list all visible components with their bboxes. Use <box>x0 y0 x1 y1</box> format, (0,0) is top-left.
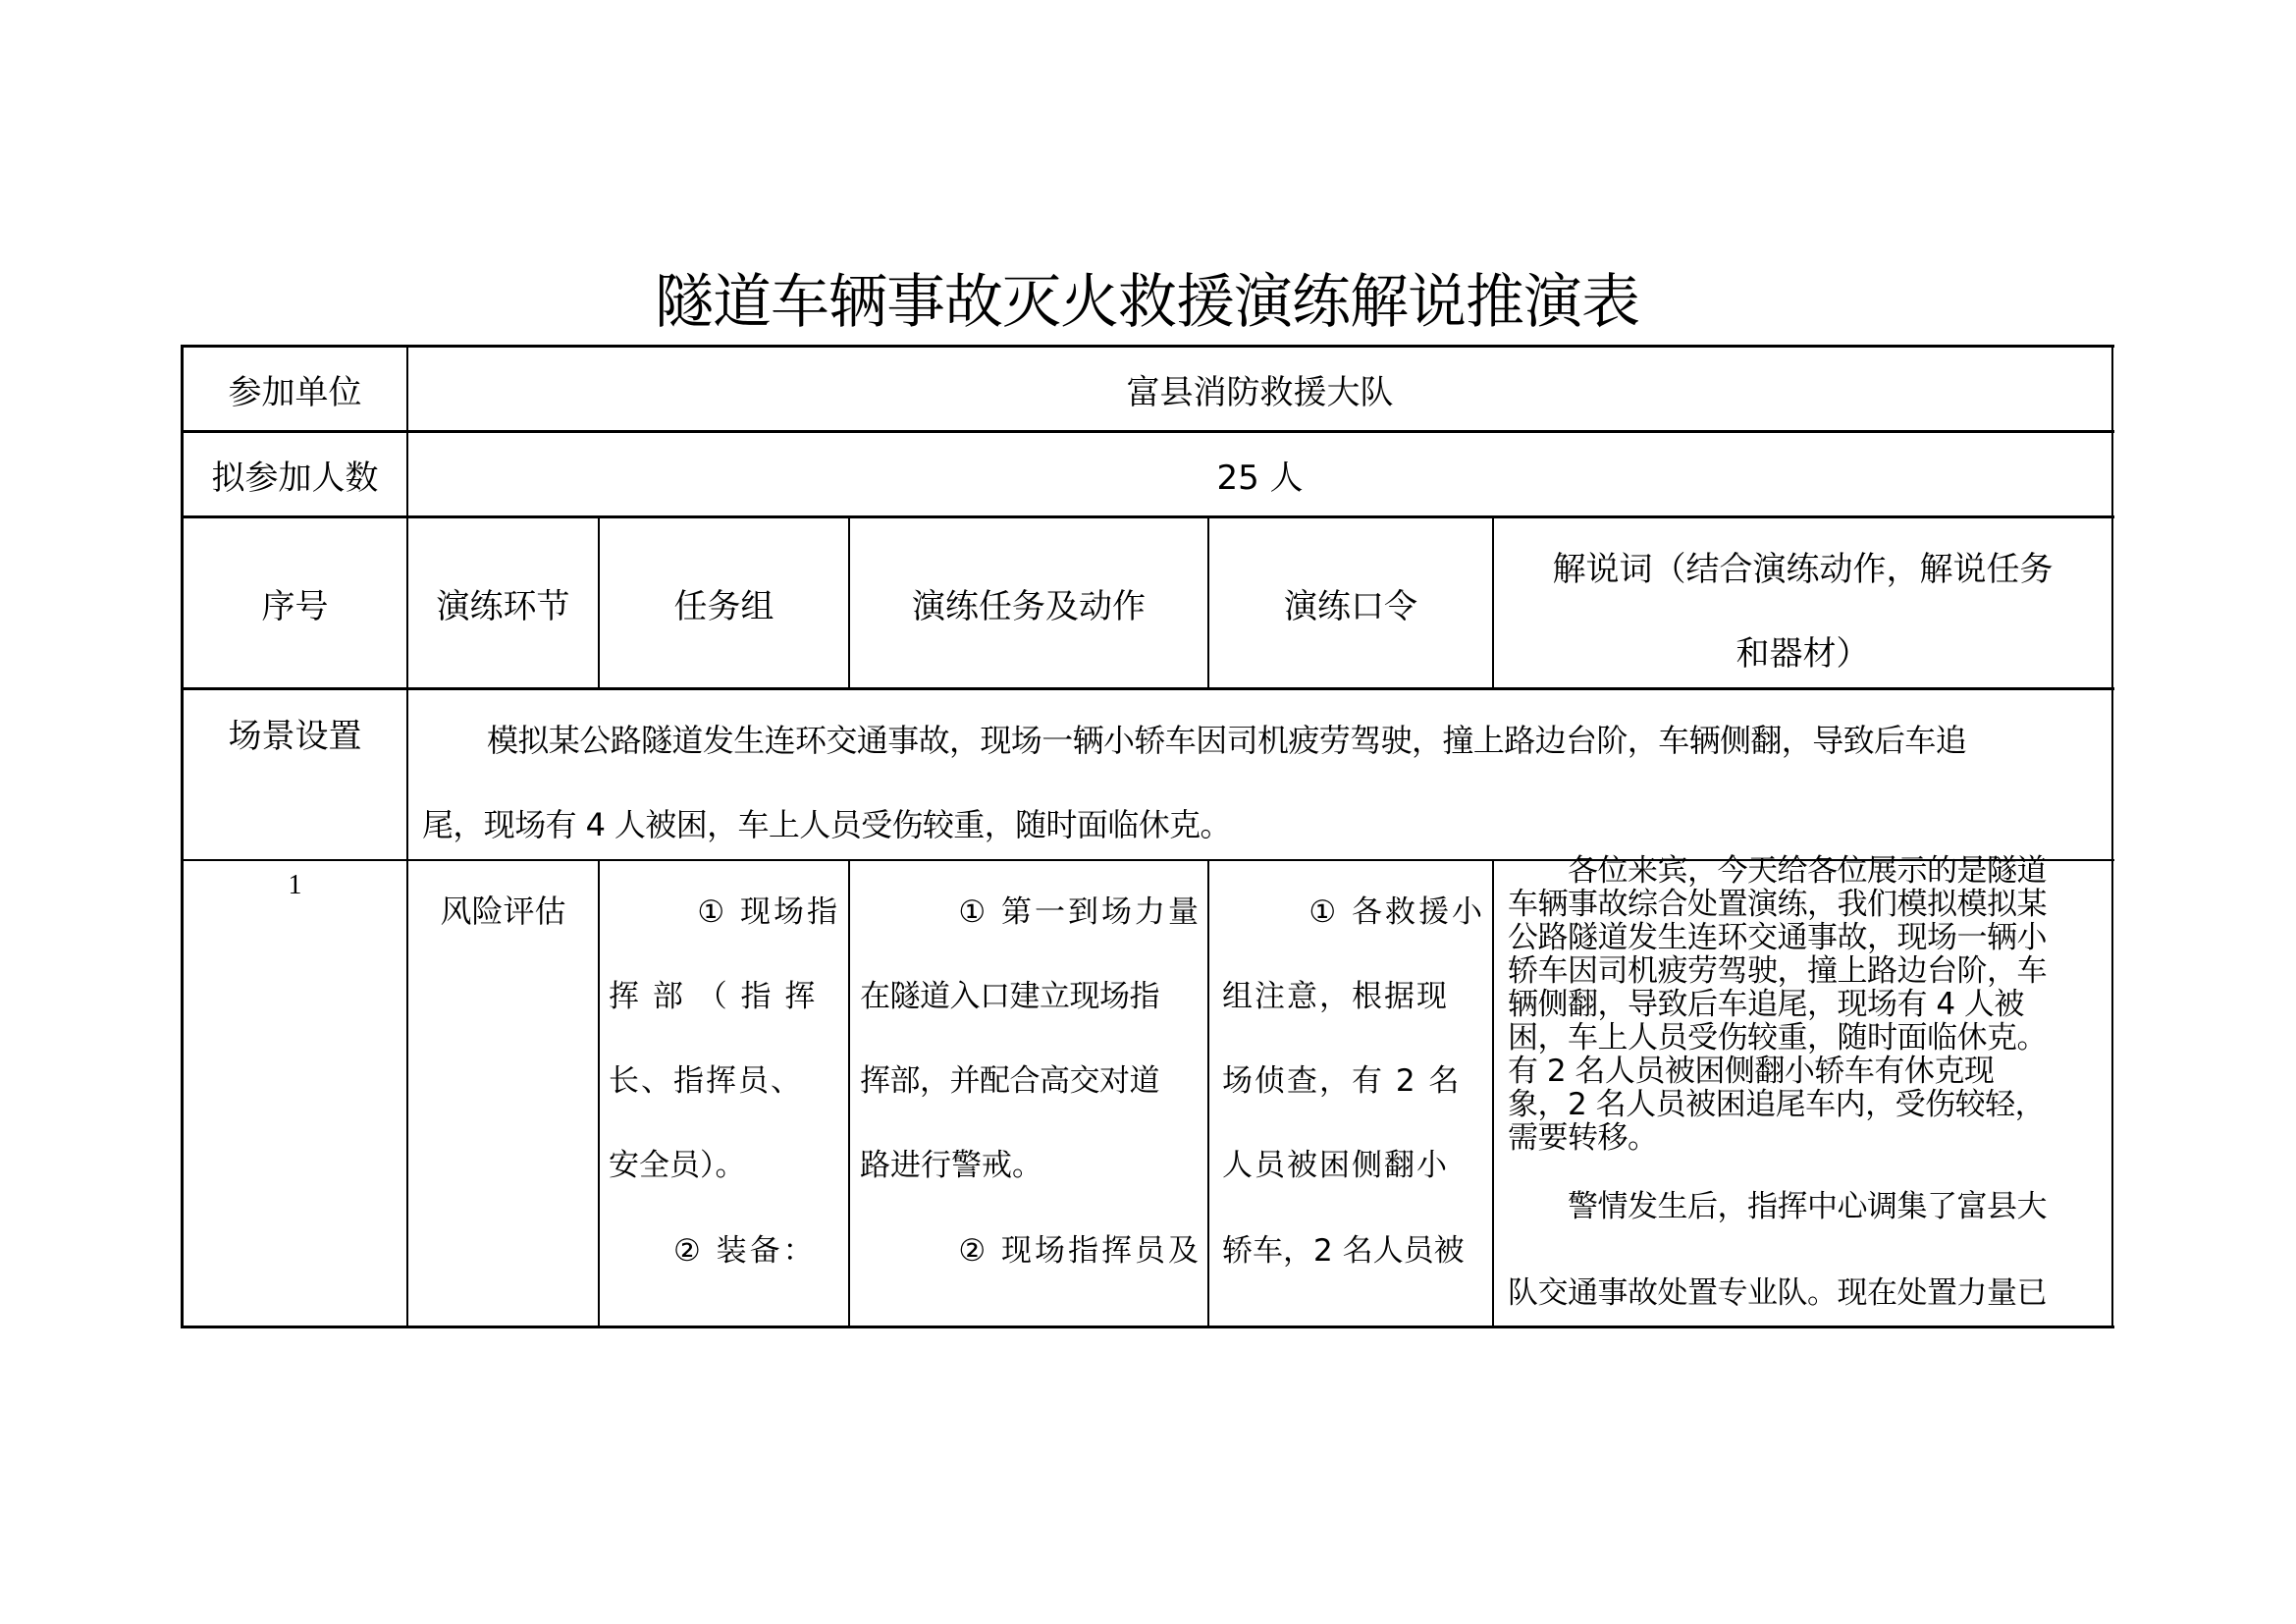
command-line: 场侦查，有 2 名 <box>1222 1063 1462 1099</box>
unit-label: 参加单位 <box>228 372 362 412</box>
unit-value: 富县消防救援大队 <box>1126 372 1394 412</box>
document-title: 隧道车辆事故灭火救援演练解说推演表 <box>655 268 1639 337</box>
narration-line: 需要转移。 <box>1508 1120 1658 1156</box>
scene-line-2: 尾，现场有 4 人被困，车上人员受伤较重，随时面临休克。 <box>422 806 1231 843</box>
narration-line: 各位来宾，今天给各位展示的是隧道 <box>1508 853 2047 889</box>
task-group-line: 挥 部 （ 指 挥 <box>609 979 818 1014</box>
row-1-index: 1 <box>288 870 302 900</box>
narration-line: 轿车因司机疲劳驾驶，撞上路边台阶，车 <box>1508 953 2047 989</box>
command-line: 人员被困侧翻小 <box>1222 1148 1449 1183</box>
header-index: 序号 <box>261 586 329 626</box>
command-line: 组注意，根据现 <box>1222 979 1449 1014</box>
task-group-line: 长、指挥员、 <box>609 1063 803 1099</box>
col-divider <box>848 859 850 1328</box>
participants-label: 拟参加人数 <box>211 458 379 498</box>
row-1-narration-para2 <box>1508 1181 2109 1319</box>
narration-line: 队交通事故处置专业队。现在处置力量已 <box>1508 1275 2047 1311</box>
task-action-line: 路进行警戒。 <box>860 1148 1042 1183</box>
scene-line-1: 模拟某公路隧道发生连环交通事故，现场一辆小轿车因司机疲劳驾驶，撞上路边台阶，车辆侧翻，导致后车追 <box>487 722 1967 759</box>
header-command: 演练口令 <box>1284 586 1417 626</box>
task-group-line: ① 现场指 <box>697 894 840 930</box>
narration-line: 车辆事故综合处置演练，我们模拟模拟某 <box>1508 887 2047 922</box>
table-border-right <box>2111 345 2113 1328</box>
row-1-command <box>1222 887 1485 1319</box>
narration-line: 辆侧翻，导致后车追尾，现场有 4 人被 <box>1508 987 2024 1022</box>
scene-label: 场景设置 <box>228 716 362 756</box>
narration-line: 有 2 名人员被困侧翻小轿车有休克现 <box>1508 1054 1995 1089</box>
narration-line: 象，2 名人员被困追尾车内，受伤较轻， <box>1508 1087 2046 1122</box>
task-action-line: ② 现场指挥员及 <box>958 1233 1201 1269</box>
narration-line: 警情发生后，指挥中心调集了富县大 <box>1508 1189 2047 1224</box>
command-line: ① 各救援小 <box>1308 894 1485 930</box>
row-1-task-group <box>609 887 840 1319</box>
header-narration-line1: 解说词（结合演练动作，解说任务 <box>1552 550 2054 589</box>
header-task-action: 演练任务及动作 <box>912 586 1146 626</box>
scene-description <box>408 690 2111 859</box>
task-action-line: 挥部，并配合高交对道 <box>860 1063 1159 1099</box>
header-narration <box>1494 518 2111 687</box>
col-divider <box>598 859 600 1328</box>
table-border-bottom <box>181 1326 2114 1328</box>
col-divider <box>1492 859 1494 1328</box>
task-action-line: 在隧道入口建立现场指 <box>860 979 1159 1014</box>
participants-value: 25 人 <box>1216 458 1304 498</box>
header-stage: 演练环节 <box>436 586 570 626</box>
row-1-stage: 风险评估 <box>440 893 566 930</box>
task-group-line: ② 装备： <box>673 1233 817 1269</box>
row-1-task-action <box>860 887 1201 1319</box>
row-1-narration <box>1508 854 2109 1155</box>
header-narration-line2: 和器材） <box>1735 634 1870 674</box>
task-group-line: 安全员）。 <box>609 1148 746 1183</box>
command-line: 轿车，2 名人员被 <box>1222 1233 1465 1269</box>
narration-line: 公路隧道发生连环交通事故，现场一辆小 <box>1508 920 2047 955</box>
header-task-group: 任务组 <box>673 586 774 626</box>
task-action-line: ① 第一到场力量 <box>958 894 1201 930</box>
col-divider <box>1207 859 1209 1328</box>
narration-line: 困，车上人员受伤较重，随时面临休克。 <box>1508 1020 2047 1056</box>
